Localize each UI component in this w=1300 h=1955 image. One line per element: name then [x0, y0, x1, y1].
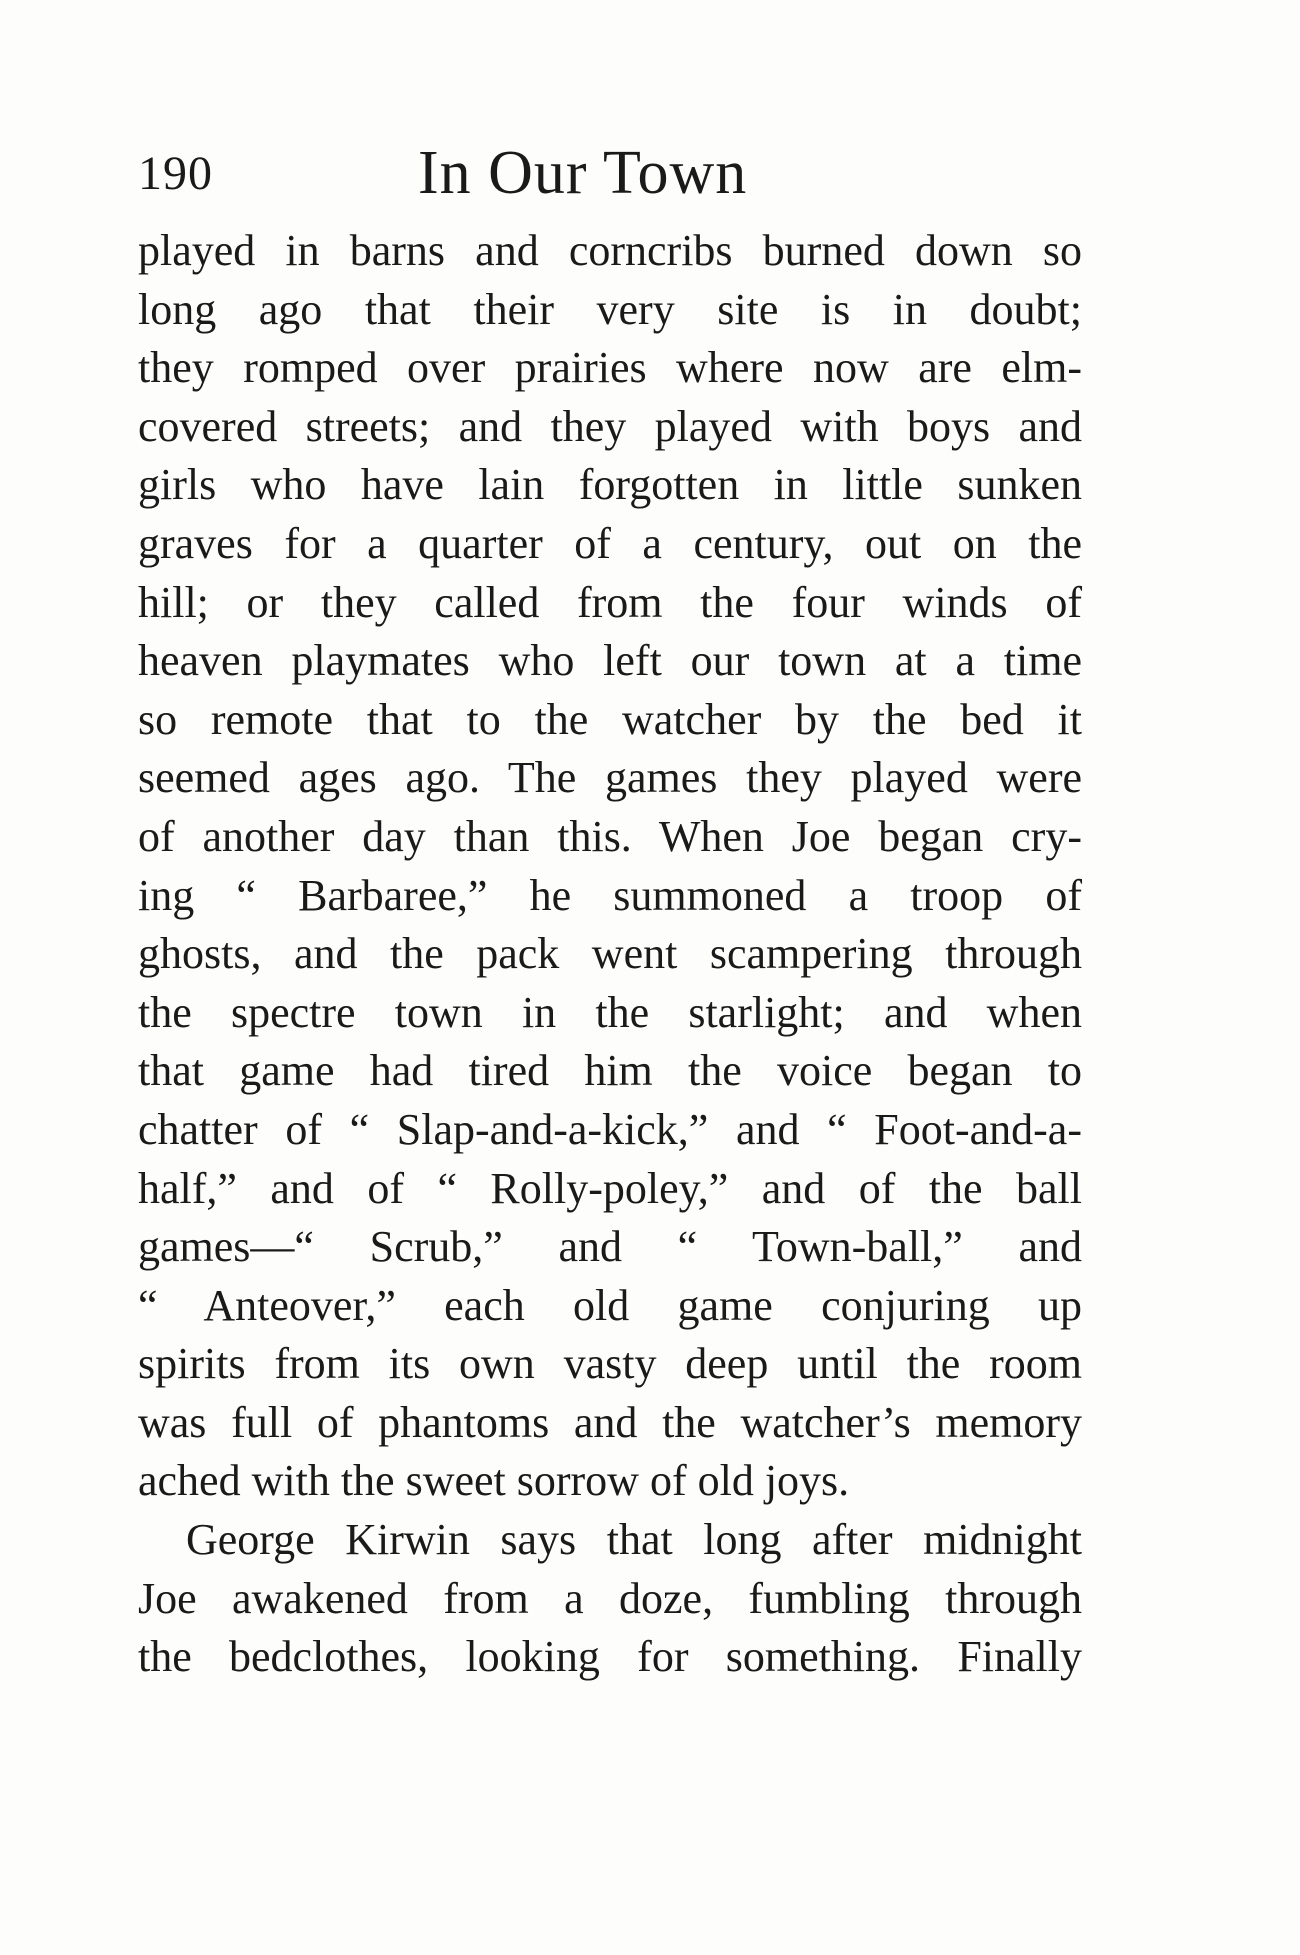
page-header-title: In Our Town: [418, 139, 748, 207]
text-line: ached with the sweet sorrow of old joys.: [138, 1456, 850, 1506]
page-number: 190: [138, 147, 213, 200]
text-line: the bedclothes, looking for something. Finally: [138, 1632, 1082, 1682]
text-line: they romped over prairies where now are elm-: [138, 343, 1082, 393]
body-text: [138, 222, 1082, 1687]
text-line: was full of phantoms and the watcher’s memory: [138, 1397, 1082, 1447]
text-line: covered streets; and they played with boys and: [138, 401, 1082, 451]
text-line: ing “ Barbaree,” he summoned a troop of: [138, 870, 1082, 920]
text-line: Joe awakened from a doze, fumbling through: [138, 1573, 1082, 1623]
text-line: “ Anteover,” each old game conjuring up: [138, 1280, 1082, 1330]
text-line: that game had tired him the voice began to: [138, 1046, 1082, 1096]
text-line: girls who have lain forgotten in little sunken: [138, 460, 1082, 510]
text-line: graves for a quarter of a century, out on the: [138, 518, 1082, 568]
text-line: of another day than this. When Joe began cry-: [138, 811, 1082, 861]
text-line: long ago that their very site is in doubt;: [138, 284, 1082, 334]
text-line: George Kirwin says that long after midnight: [186, 1515, 1082, 1565]
text-line: the spectre town in the starlight; and when: [138, 987, 1082, 1037]
text-line: so remote that to the watcher by the bed it: [138, 694, 1082, 744]
text-line: half,” and of “ Rolly-poley,” and of the ball: [138, 1163, 1082, 1213]
text-line: chatter of “ Slap-and-a-kick,” and “ Foot-and-a-: [138, 1104, 1082, 1154]
text-line: games—“ Scrub,” and “ Town-ball,” and: [138, 1222, 1082, 1272]
text-line: seemed ages ago. The games they played were: [138, 753, 1082, 803]
text-line: heaven playmates who left our town at a time: [138, 636, 1082, 686]
text-line: hill; or they called from the four winds of: [138, 577, 1082, 627]
text-line: ghosts, and the pack went scampering through: [138, 929, 1082, 979]
text-line: played in barns and corncribs burned down so: [138, 226, 1082, 275]
text-line: spirits from its own vasty deep until the room: [138, 1339, 1082, 1389]
running-head: [138, 138, 1078, 208]
